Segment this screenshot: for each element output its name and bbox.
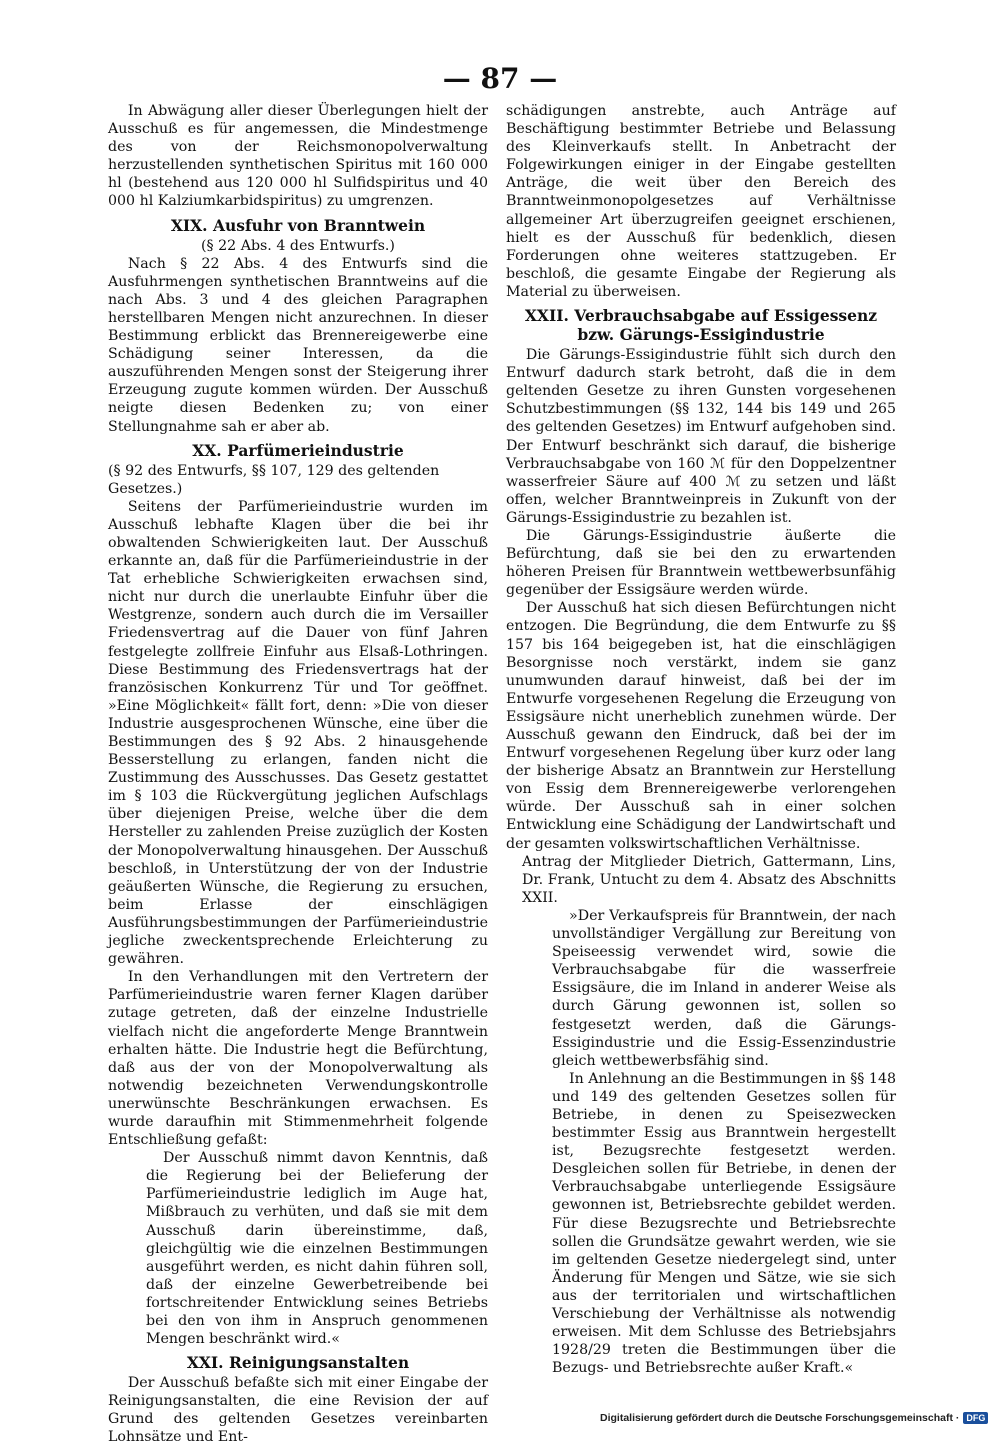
motion-text — [506, 907, 896, 1377]
section-xxii-paragraph-2: Die Gärungs-Essigindustrie äußerte die Befürchtung, daß sie bei den zu erwartenden höheren Preisen für Branntwein wettbewerbsunfähig gegenüber der Essigsäure werden würde. — [506, 527, 896, 599]
section-xx-paragraph-2: In den Verhandlungen mit den Vertretern der Parfümerieindustrie waren ferner Klagen darüber zutage getreten, daß der einzelne Industrielle vielfach nicht die angeforderte Menge Branntwein erhalten hätte. Die Industrie hegt die Befürchtung, daß aus der von der Monopolverwaltung als notwendig bezeichneten Verwendungskontrolle unerwünschte Beschränkungen erwachsen. Es wurde daraufhin mit Stimmenmehrheit folgende Entschließung gefaßt: — [108, 969, 488, 1149]
section-xix-reference: (§ 22 Abs. 4 des Entwurfs.) — [201, 237, 395, 254]
digitization-footer — [600, 1412, 988, 1424]
intro-paragraph: In Abwägung aller dieser Überlegungen hielt der Ausschuß es für angemessen, die Mindestmenge des von der Reichsmonopolverwaltung herzustellenden synthetischen Spiritus mit 160 000 hl (bestehend aus 120 000 hl Sulfidspiritus und 40 000 hl Kalziumkarbidspiritus) zu umgrenzen. — [108, 103, 488, 210]
footer-text: Digitalisierung gefördert durch die Deutsche Forschungsgemeinschaft · — [600, 1412, 960, 1424]
motion-paragraph-1: »Der Verkaufspreis für Branntwein, der nach unvollständiger Vergällung zur Bereitung von Speiseessig verwendet wird, sowie die Verbrauchsabgabe für die wasserfreie Essigsäure, die im Inland in anderer Weise als durch Gärung gewonnen ist, sollen so festgesetzt werden, daß die Gärungs-Essigindustrie und die Essig-Essenzindustrie gleich wettbewerbsfähig sind. — [552, 907, 896, 1069]
section-xx-paragraph-1: Seitens der Parfümerieindustrie wurden im Ausschuß lebhafte Klagen über die bei ihr obwaltenden Schwierigkeiten laut. Der Ausschuß erkannte an, daß für die Parfümerieindustrie in der Tat erhebliche Schwierigkeiten erwachsen sind, nicht nur durch die unerlaubte Einfuhr über die Westgrenze, sondern auch durch die im Versailler Friedensvertrag auf die Dauer von fünf Jahren festgelegte zollfreie Einfuhr aus Elsaß-Lothringen. Diese Bestimmung des Friedensvertrags hat der französischen Konkurrenz Tür und Tor geöffnet. »Eine Möglichkeit« fällt fort, denn: »Die von dieser Industrie ausgesprochenen Wünsche, eine über die Bestimmungen des § 92 Abs. 2 hinausgehende Besserstellung zu erlangen, fanden nicht die Zustimmung des Ausschusses. Das Gesetz gestattet im § 103 die Rückvergütung jeglichen Aufschlags über diejenigen Preise, welche über die dem Hersteller zu zahlenden Preise zuzüglich der Kosten der Monopolverwaltung hinausgehen. Der Ausschuß beschloß, in Unterstützung der von der Industrie geäußerten Wünsche, die Regierung zu ersuchen, beim Erlasse der einschlägigen Ausführungsbestimmungen der Parfümerieindustrie jegliche zweckentsprechende Erleichterung zu gewähren. — [108, 498, 488, 968]
section-xix-heading: XIX. Ausfuhr von Branntwein — [170, 215, 426, 235]
motion-header: Antrag der Mitglieder Dietrich, Gattermann, Lins, Dr. Frank, Untucht zu dem 4. Absatz des Abschnitts XXII. — [522, 853, 896, 906]
section-xx-reference: (§ 92 des Entwurfs, §§ 107, 129 des geltenden Gesetzes.) — [108, 462, 440, 497]
dfg-logo: DFG — [963, 1412, 988, 1424]
section-xx-resolution — [108, 1149, 488, 1348]
resolution-text: Der Ausschuß nimmt davon Kenntnis, daß die Regierung bei der Belieferung der Parfümerieindustrie lediglich im Auge hat, Mißbrauch zu verhüten, und daß sie mit dem Ausschuß darin übereinstimme, daß, gleichgültig wie die einzelnen Bestimmungen ausgeführt werden, es nicht dahin führen soll, daß der einzelne Gewerbetreibende bei fortschreitender Entwicklung seines Betriebs bei den von ihm in Anspruch genommenen Mengen beschränkt wird.« — [146, 1150, 488, 1348]
continuation-paragraph: schädigungen anstrebte, auch Anträge auf Beschäftigung bestimmter Betriebe und Belassung des Kleinverkaufs stellt. In Anbetracht der Folgewirkungen einiger in der Eingabe gestellten Anträge, die weit über den Bereich des Branntweinmonopolgesetzes auf Verhältnisse allgemeiner Art überzugreifen geeignet erschienen, hielt es der Ausschuß für bedenklich, diesen Forderungen ohne weiteres stattzugeben. Er beschloß, die gesamte Eingabe der Regierung als Material zu überweisen. — [506, 103, 896, 300]
motion-paragraph-2: In Anlehnung an die Bestimmungen in §§ 148 und 149 des geltenden Gesetzes sollen für Betriebe, in denen zu Speisezwecken bestimmter Essig aus Branntwein hergestellt ist, Bezugsrechte festgesetzt werden. Desgleichen sollen für Betriebe, in denen der Verbrauchsabgabe unterliegende Essigsäure gewonnen ist, Betriebsrechte gebildet werden. Für diese Bezugsrechte und Betriebsrechte sollen die Grundsätze gewahrt werden, wie sie im geltenden Gesetze niedergelegt sind, unter Änderung für Mengen und Sätze, wie sie sich aus der territorialen und wirtschaftlichen Verschiebung der Verhältnisse als notwendig erweisen. Mit dem Schlusse des Betriebsjahrs 1928/29 treten die Bestimmungen über die Bezugs- und Betriebsrechte außer Kraft.« — [552, 1070, 896, 1377]
section-xxi-paragraph: Der Ausschuß befaßte sich mit einer Eingabe der Reinigungsanstalten, die eine Revision der auf Grund des geltenden Gesetzes vereinbarten Lohnsätze und Ent- — [108, 1375, 488, 1446]
section-xx-heading: XX. Parfümerieindustrie — [192, 440, 404, 460]
section-xxi-heading: XXI. Reinigungsanstalten — [186, 1353, 410, 1373]
left-column — [108, 102, 488, 1447]
right-column — [506, 102, 896, 1377]
section-xix-paragraph: Nach § 22 Abs. 4 des Entwurfs sind die Ausfuhrmengen synthetischen Branntweins auf die nach Abs. 3 und 4 des gleichen Paragraphen herstellbaren Mengen nicht anzurechnen. In dieser Bestimmung erblickt das Brennereigewerbe eine Schädigung seiner Interessen, da die auszuführenden Mengen sonst der Steigerung ihrer Erzeugung zugute kommen würden. Der Ausschuß neigte diesen Bedenken zu; von einer Stellungnahme sah er aber ab. — [108, 255, 488, 435]
page-number: — 87 — — [442, 62, 558, 95]
section-xxii-paragraph-3: Der Ausschuß hat sich diesen Befürchtungen nicht entzogen. Die Begründung, die dem Entwurfe zu §§ 157 bis 164 beigegeben ist, hat die einschlägigen Besorgnisse noch verstärkt, indem sie ganz unumwunden darauf hinweist, daß bei der im Entwurfe vorgesehenen Regelung die Erzeugung von Essigsäure nicht unerheblich zunehmen würde. Der Ausschuß gewann den Eindruck, daß bei der im Entwurf vorgesehenen Regelung über kurz oder lang der bisherige Absatz an Branntwein zur Herstellung von Essig dem Brennereigewerbe verlorengehen würde. Der Ausschuß sah in einer solchen Entwicklung eine Schädigung der Landwirtschaft und der gesamten volkswirtschaftlichen Verhältnisse. — [506, 600, 896, 852]
section-xxii-heading: XXII. Verbrauchsabgabe auf Essigessenz bzw. Gärungs-Essigindustrie — [524, 306, 878, 345]
section-xxii-paragraph-1: Die Gärungs-Essigindustrie fühlt sich durch den Entwurf dadurch stark betroht, daß die in dem geltenden Gesetze zu ihren Gunsten vorgesehenen Schutzbestimmungen (§§ 132, 144 bis 149 und 265 des geltenden Gesetzes) im Entwurf aufgehoben sind. Der Entwurf beschränkt sich darauf, die bisherige Verbrauchsabgabe von 160 ℳ für den Doppelzentner wasserfreier Säure auf 400 ℳ zu setzen und läßt offen, welcher Branntweinpreis in Zukunft von der Gärungs-Essigindustrie zu bezahlen ist. — [506, 347, 896, 526]
